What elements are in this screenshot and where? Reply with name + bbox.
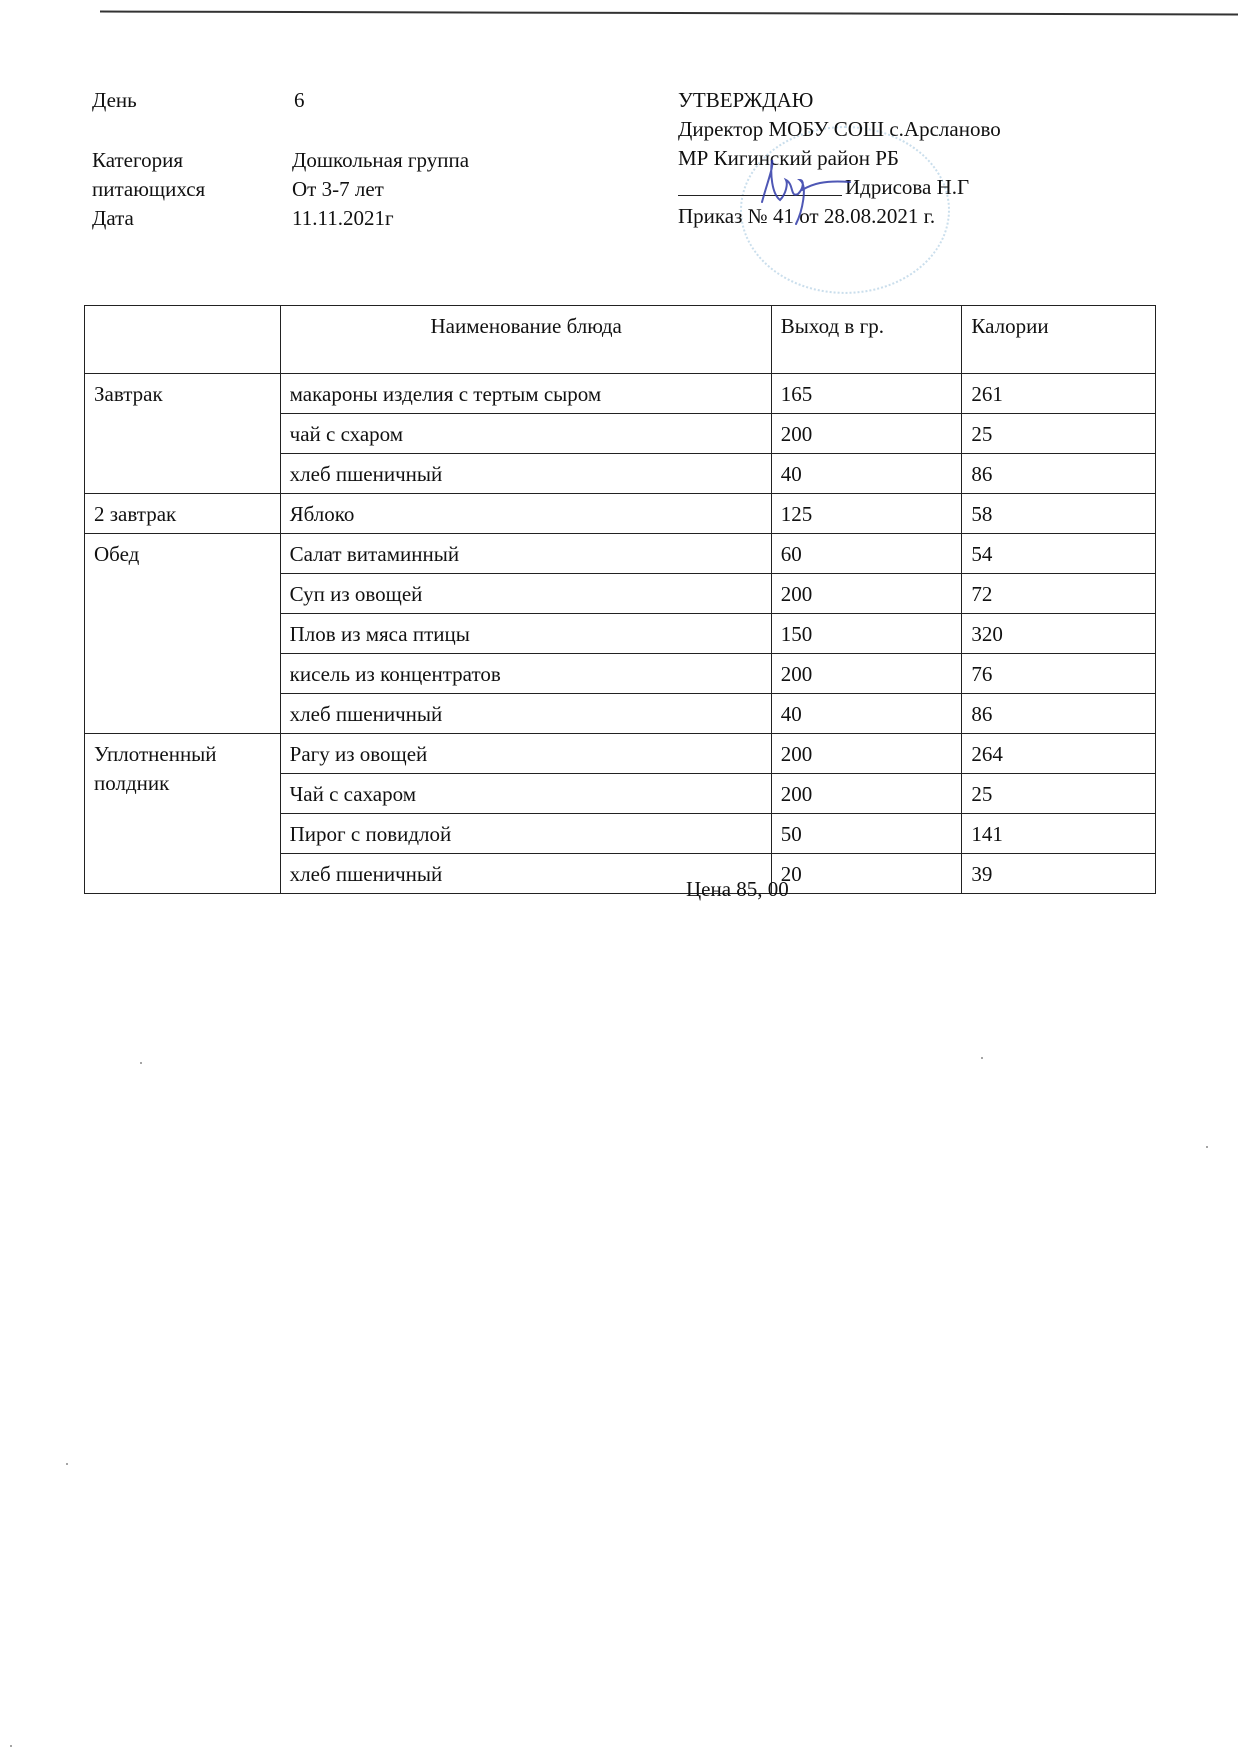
table-row: [85, 734, 1156, 774]
dish-cell: Рагу из овощей: [280, 734, 771, 774]
menu-table: [84, 305, 1156, 894]
approval-signatory: Идрисова Н.Г: [845, 175, 970, 199]
scan-speck: [981, 1057, 983, 1059]
weight-cell: 60: [771, 534, 962, 574]
table-row: [85, 374, 1156, 414]
scan-speck: [10, 1745, 12, 1747]
dish-cell: кисель из концентратов: [280, 654, 771, 694]
group-value: Дошкольная группа: [292, 148, 470, 172]
dish-cell: чай с схаром: [280, 414, 771, 454]
calories-cell: 25: [962, 414, 1156, 454]
calories-cell: 54: [962, 534, 1156, 574]
meal-cell: 2 завтрак: [85, 494, 281, 534]
meal-cell: Завтрак: [85, 374, 281, 494]
day-value: 6: [294, 88, 305, 112]
weight-cell: 165: [771, 374, 962, 414]
weight-cell: 40: [771, 694, 962, 734]
calories-cell: 86: [962, 454, 1156, 494]
approval-position: Директор МОБУ СОШ с.Арсланово: [678, 117, 1001, 141]
header-calories: Калории: [962, 306, 1156, 374]
dish-cell: хлеб пшеничный: [280, 694, 771, 734]
calories-cell: 141: [962, 814, 1156, 854]
approval-title: УТВЕРЖДАЮ: [678, 88, 814, 112]
scan-edge-line: [100, 11, 1238, 16]
dish-cell: Плов из мяса птицы: [280, 614, 771, 654]
date-value: 11.11.2021г: [292, 206, 394, 230]
category-label: Категория: [92, 148, 183, 172]
weight-cell: 20: [771, 854, 962, 894]
meal-cell: Обед: [85, 534, 281, 734]
weight-cell: 200: [771, 574, 962, 614]
dish-cell: Суп из овощей: [280, 574, 771, 614]
weight-cell: 200: [771, 734, 962, 774]
weight-cell: 200: [771, 414, 962, 454]
handwritten-signature: [750, 150, 860, 230]
dish-cell: Салат витаминный: [280, 534, 771, 574]
calories-cell: 261: [962, 374, 1156, 414]
meal-cell: Уплотненный полдник: [85, 734, 281, 894]
price-text: Цена 85, 00: [686, 877, 789, 901]
header-meal: [85, 306, 281, 374]
dish-cell: хлеб пшеничный: [280, 454, 771, 494]
table-header-row: [85, 306, 1156, 374]
scan-speck: [140, 1062, 142, 1064]
calories-cell: 39: [962, 854, 1156, 894]
weight-cell: 40: [771, 454, 962, 494]
weight-cell: 200: [771, 774, 962, 814]
age-value: От 3-7 лет: [292, 177, 384, 201]
calories-cell: 86: [962, 694, 1156, 734]
day-label: День: [92, 88, 137, 112]
calories-cell: 76: [962, 654, 1156, 694]
calories-cell: 72: [962, 574, 1156, 614]
weight-cell: 125: [771, 494, 962, 534]
scan-speck: [66, 1463, 68, 1465]
weight-cell: 50: [771, 814, 962, 854]
weight-cell: 150: [771, 614, 962, 654]
approval-district: МР Кигинский район РБ: [678, 146, 899, 170]
date-label: Дата: [92, 206, 134, 230]
dish-cell: Чай с сахаром: [280, 774, 771, 814]
header-weight: Выход в гр.: [771, 306, 962, 374]
table-row: [85, 494, 1156, 534]
header-dish: Наименование блюда: [280, 306, 771, 374]
weight-cell: 200: [771, 654, 962, 694]
dish-cell: Яблоко: [280, 494, 771, 534]
dish-cell: Пирог с повидлой: [280, 814, 771, 854]
calories-cell: 25: [962, 774, 1156, 814]
category-label-line-2: питающихся: [92, 177, 206, 201]
scan-speck: [1206, 1146, 1208, 1148]
calories-cell: 320: [962, 614, 1156, 654]
calories-cell: 264: [962, 734, 1156, 774]
calories-cell: 58: [962, 494, 1156, 534]
dish-cell: хлеб пшеничный: [280, 854, 771, 894]
table-row: [85, 534, 1156, 574]
dish-cell: макароны изделия с тертым сыром: [280, 374, 771, 414]
approval-order: Приказ № 41 от 28.08.2021 г.: [678, 204, 936, 228]
